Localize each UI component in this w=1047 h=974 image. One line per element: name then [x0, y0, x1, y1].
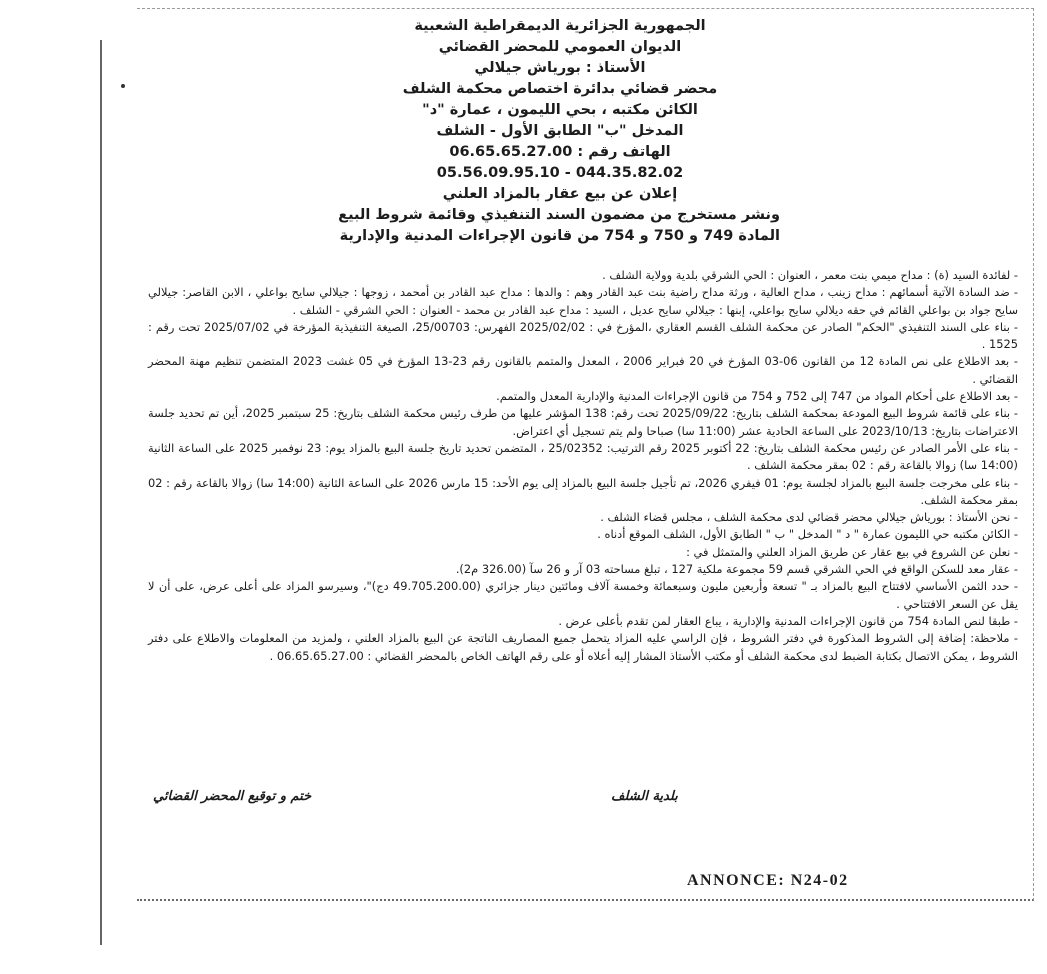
paragraph-law-reference: - بعد الاطلاع على نص المادة 12 من القانون 06-03 المؤرخ في 20 فبراير 2006 ، المعدل والمتمم بالقانون رقم 23-13 المؤرخ في 05 غشت 2023 المتضمن تنظيم مهنة المحضر القضائي .	[148, 354, 1018, 386]
header-line-address: الكائن مكتبه ، بحي الليمون ، عمارة "د"	[422, 102, 698, 118]
header-line-entrance: المدخل "ب" الطابق الأول - الشلف	[436, 123, 684, 139]
paragraph-highest-bid: - طبقا لنص المادة 754 من قانون الإجراءات المدنية والإدارية ، يباع العقار لمن تقدم بأعلى عرض .	[558, 613, 1018, 628]
paragraph-base-price: - حدد الثمن الأساسي لافتتاح البيع بالمزاد بـ " تسعة وأربعين مليون وسبعمائة وخمسة آلاف ومائتين دينار جزائري (49.705.200.00 دج)"، وسيرسو المزاد على أعلى عرض، على أن لا يقل عن السعر الافتتاحي .	[148, 579, 1018, 611]
paragraph-bailiff: - نحن الأستاذ : بورياش جيلالي محضر قضائي لدى محكمة الشلف ، مجلس قضاء الشلف .	[600, 510, 1018, 525]
annonce-number: ANNONCE: N24-02	[687, 872, 849, 889]
municipality-label: بلدية الشلف	[611, 789, 678, 804]
header-line-republic: الجمهورية الجزائرية الديمقراطية الشعبية	[414, 18, 706, 34]
letterhead	[340, 16, 780, 247]
paragraph-announcement: - نعلن عن الشروع في بيع عقار عن طريق المزاد العلني والمتمثل في :	[686, 544, 1018, 559]
notice-body	[148, 267, 1018, 665]
header-line-bailiff-name: الأستاذ : بورياش جيلالي	[474, 60, 646, 76]
paragraph-note: - ملاحظة: إضافة إلى الشروط المذكورة في دفتر الشروط ، فإن الراسي عليه المزاد يتحمل جميع المصاريف الناتجة عن البيع بالمزاد العلني ، ولمزيد من المعلومات والاطلاع على دفتر الشروط ، يمكن الاتصال بكتابة الضبط لدى محكمة الشلف أو مكتب الأستاذ المشار إليه أعلاه أو على رقم الهاتف الخاص بالمحضر القضائي : 06.65.65.27.00 .	[148, 631, 1018, 663]
scan-speck	[121, 84, 125, 88]
paragraph-defendants: - ضد السادة الآتية أسمائهم : مداح زينب ، مداح العالية ، ورثة مداح راضية بنت عبد القادر وهم : والدها : مداح عبد القادر بن أمحمد ، زوجها : جيلالي سايح بواعلي ، الابن القاصر: جيلالي سايح جواد بن بواعلي القائم في حقه ديلالي سايح بواعلي، إبنها : جيلالي سايح عديل ، السيد : مداح عبد القادر بن محمد - العنوان : الحي الشرقي - الشلف .	[148, 285, 1018, 317]
header-line-phone-numbers: 044.35.82.02 - 05.56.09.95.10	[436, 165, 684, 181]
paragraph-office-address: - الكائن مكتبه حي الليمون عمارة " د " المدخل " ب " الطابق الأول، الشلف الموقع أدناه .	[597, 527, 1018, 542]
notice-subtitle: ونشر مستخرج من مضمون السند التنفيذي وقائمة شروط البيع	[338, 207, 780, 223]
scan-margin-line	[100, 40, 102, 945]
bailiff-signature-label: ختم و توقيع المحضر القضائي	[153, 789, 312, 804]
notice-title: إعلان عن بيع عقار بالمزاد العلني	[442, 186, 678, 202]
paragraph-sale-conditions: - بناء على قائمة شروط البيع المودعة بمحكمة الشلف بتاريخ: 2025/09/22 تحت رقم: 138 المؤشر عليها من طرف رئيس محكمة الشلف بتاريخ: 25 سبتمبر 2025، أين تم تحديد جلسة الاعتراضات بتاريخ: 2023/10/13 على الساعة الحادية عشر (11:00 سا) صباحا ولم يتم تسجيل أي اعتراض.	[148, 406, 1019, 438]
paragraph-property: - عقار معد للسكن الواقع في الحي الشرقي قسم 59 مجموعة ملكية 127 ، تبلغ مساحته 03 آر و 26 سآ (326.00 م2).	[455, 562, 1018, 577]
paragraph-postponement: - بناء على مخرجت جلسة البيع بالمزاد لجلسة يوم: 01 فيفري 2026، تم تأجيل جلسة البيع بالمزاد إلى يوم الأحد: 15 مارس 2026 على الساعة الثانية (14:00 سا) زوالا بالقاعة رقم : 02 بمقر محكمة الشلف.	[148, 475, 1018, 507]
header-line-phone: الهاتف رقم : 06.65.65.27.00	[449, 144, 671, 160]
paragraph-articles: - بعد الاطلاع على أحكام المواد من 747 إلى 752 و 754 من قانون الإجراءات المدنية والإدارية المعدل والمتمم.	[496, 389, 1018, 404]
paragraph-court-order: - بناء على الأمر الصادر عن رئيس محكمة الشلف بتاريخ: 22 أكتوبر 2025 رقم الترتيب: 25/02352 ، المتضمن تحديد تاريخ جلسة البيع بالمزاد يوم: 23 نوفمبر 2025 على الساعة الثانية (14:00 سا) زوالا بالقاعة رقم : 02 بمقر محكمة الشلف .	[148, 440, 1018, 473]
header-line-office: الديوان العمومي للمحضر القضائي	[438, 39, 682, 55]
header-line-jurisdiction: محضر قضائي بدائرة اختصاص محكمة الشلف	[402, 81, 718, 97]
paragraph-enforcement-title: - بناء على السند التنفيذي "الحكم" الصادر عن محكمة الشلف القسم العقاري ،المؤرخ في : 2025/02/02 الفهرس: 25/00703، الصيغة التنفيذية المؤرخة في 2025/07/02 تحت رقم : 1525 .	[148, 319, 1018, 352]
notice-legal-reference: المادة 749 و 750 و 754 من قانون الإجراءات المدنية والإدارية	[339, 228, 780, 244]
paragraph-beneficiary: - لفائدة السيد (ة) : مداح ميمي بنت معمر ، العنوان : الحي الشرقي بلدية وولاية الشلف .	[602, 268, 1018, 282]
